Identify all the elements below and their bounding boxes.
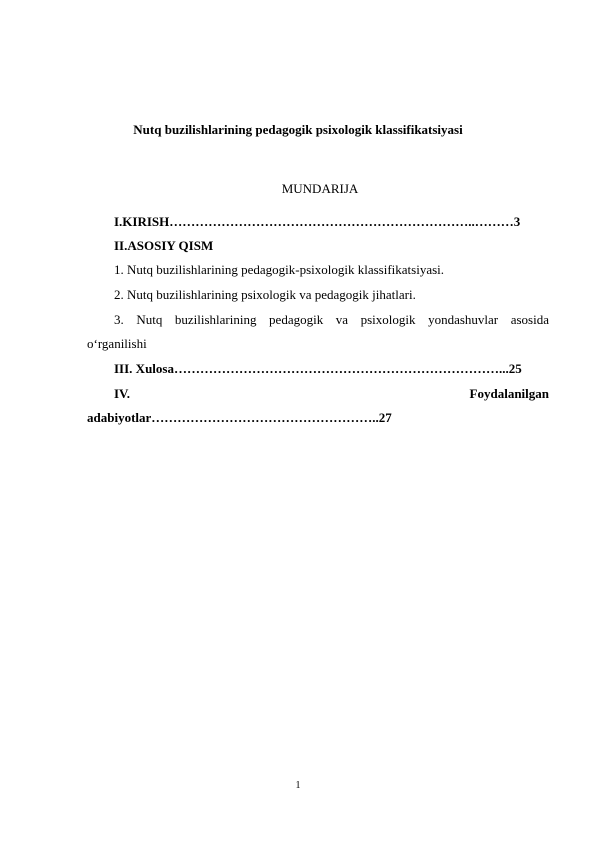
toc-word: 3. <box>114 312 124 327</box>
toc-word: Foydalanilgan <box>469 386 549 401</box>
toc-word: IV. <box>114 386 131 401</box>
toc-entry-kirish: I.KIRISH……………………………………………………………..………3 <box>114 214 521 229</box>
toc-word: psixologik <box>360 312 416 327</box>
document-title: Nutq buzilishlarining pedagogik psixologik klassifikatsiyasi <box>133 122 463 137</box>
toc-word: buzilishlarining <box>174 312 257 327</box>
toc-entry-item-1: 1. Nutq buzilishlarining pedagogik-psixologik klassifikatsiyasi. <box>114 262 445 277</box>
toc-entry-adabiyotlar-continuation: adabiyotlar……………………………………………..27 <box>87 410 392 425</box>
toc-word: va <box>335 312 349 327</box>
toc-word: yondashuvlar <box>428 312 499 327</box>
toc-word: Nutq <box>136 312 163 327</box>
toc-heading: MUNDARIJA <box>281 181 359 196</box>
toc-entry-adabiyotlar <box>114 386 549 402</box>
toc-entry-item-3 <box>114 312 549 328</box>
page-number: 1 <box>295 780 301 791</box>
toc-entry-xulosa: III. Xulosa…………………………………………………………………...25 <box>114 361 522 376</box>
toc-entry-item-2: 2. Nutq buzilishlarining psixologik va pedagogik jihatlari. <box>114 287 416 302</box>
toc-word: asosida <box>510 312 549 327</box>
toc-entry-item-3-continuation: o‘rganilishi <box>87 336 147 351</box>
toc-word: pedagogik <box>269 312 324 327</box>
toc-entry-asosiy-qism: II.ASOSIY QISM <box>114 238 214 253</box>
